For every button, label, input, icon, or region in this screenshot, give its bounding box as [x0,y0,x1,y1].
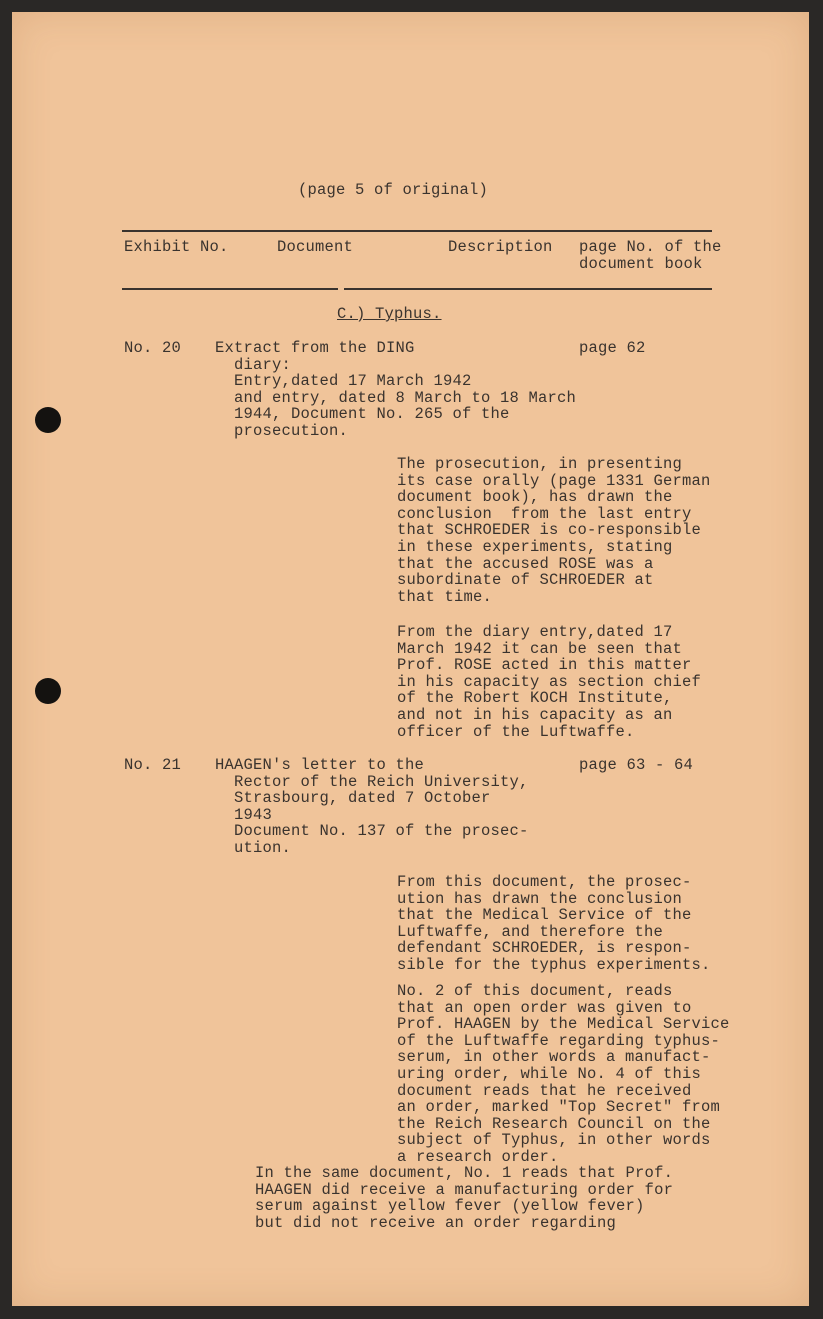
exhibit-21-document: HAAGEN's letter to the Rector of the Reich University, Strasbourg, dated 7 October 1943 Document No. 137 of the prosec- ution. [215,756,529,857]
page-label: (page 5 of original) [298,181,489,199]
exhibit-20-page-ref: page 62 [579,339,646,357]
exhibit-21-number: No. 21 [124,756,182,774]
header-rule-bottom-left [122,288,338,290]
section-title: C.) Typhus. [337,305,442,323]
punch-hole-lower [35,678,61,704]
punch-hole-upper [35,407,61,433]
document-page [12,12,809,1306]
header-exhibit: Exhibit No. [124,238,229,256]
header-description: Description [448,238,553,256]
exhibit-21-comment-1: From this document, the prosec- ution has drawn the conclusion that the Medical Service of the Luftwaffe, and therefore the defendant SCHROEDER, is respon- sible for the typhus experiments. [397,873,711,974]
exhibit-20-comment-2: From the diary entry,dated 17 March 1942 it can be seen that Prof. ROSE acted in this matter in his capacity as section chief of the Robert KOCH Institute, and not in his capacity as an officer of the Luftwaffe. [397,623,702,741]
closing-paragraph: In the same document, No. 1 reads that Prof. HAAGEN did receive a manufacturing order for serum against yellow fever (yellow fever) but did not receive an order regarding [255,1164,674,1232]
header-page-ref: page No. of the document book [579,238,722,273]
exhibit-20-comment-1: The prosecution, in presenting its case orally (page 1331 German document book), has drawn the conclusion from the last entry that SCHROEDER is co-responsible in these experiments, stating that the accused ROSE was a subordinate of SCHROEDER at that time. [397,455,711,606]
header-rule-bottom-right [344,288,712,290]
exhibit-20-document: Extract from the DING diary: Entry,dated 17 March 1942 and entry, dated 8 March to 18 March 1944, Document No. 265 of the prosecution. [215,339,577,440]
header-rule-top [122,230,712,232]
exhibit-20-number: No. 20 [124,339,182,357]
exhibit-21-page-ref: page 63 - 64 [579,756,694,774]
header-document: Document [277,238,354,256]
exhibit-21-comment-2: No. 2 of this document, reads that an open order was given to Prof. HAAGEN by the Medical Service of the Luftwaffe regarding typhus- serum, in other words a manufact- uring order, while No. 4 of this document reads that he received an order, marked "Top Secret" from the Reich Research Council on the subject of Typhus, in other words a research order. [397,982,730,1166]
